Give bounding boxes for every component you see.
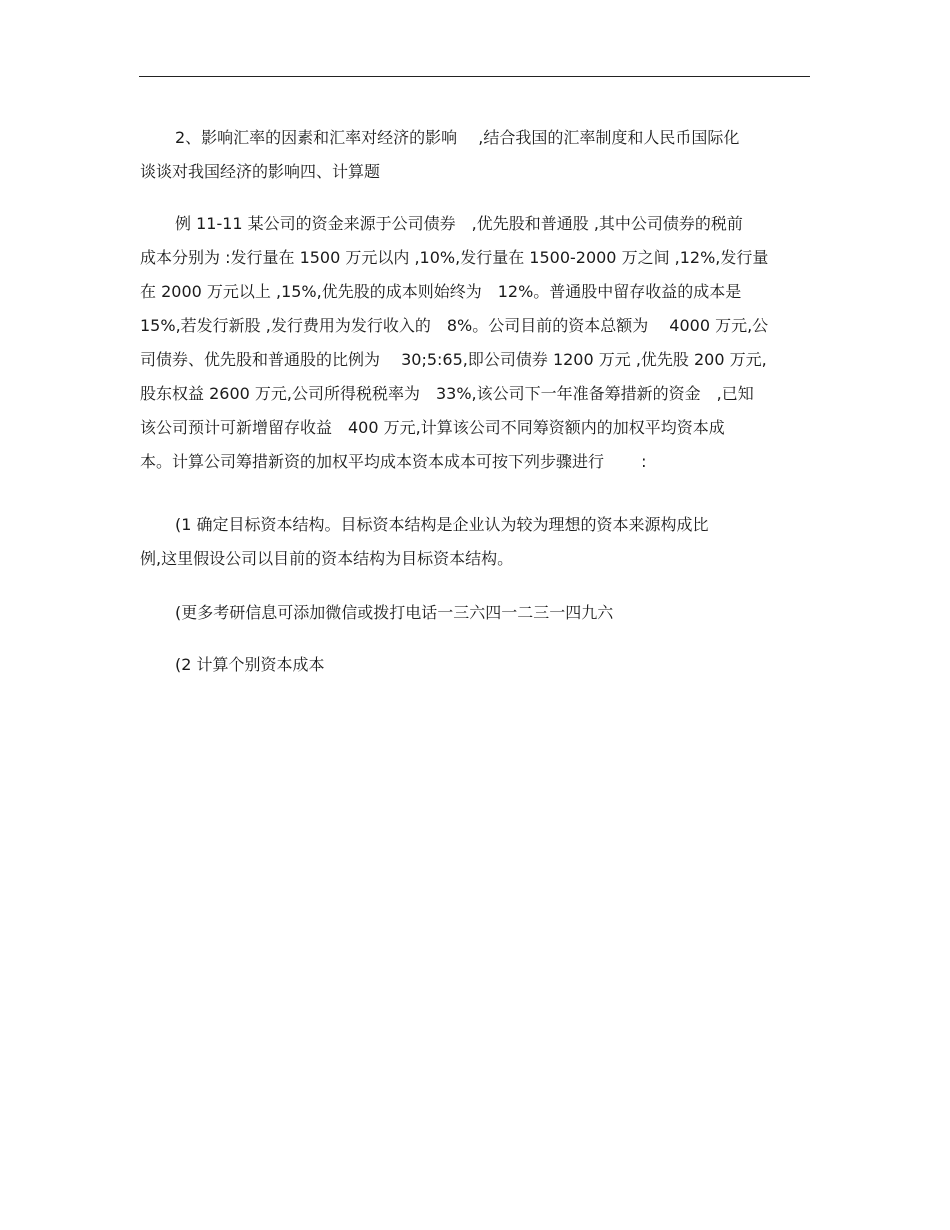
paragraph-step-1 bbox=[140, 508, 820, 576]
text-line: (1 确定目标资本结构。目标资本结构是企业认为较为理想的资本来源构成比 bbox=[175, 515, 709, 534]
text-line: 该公司预计可新增留存收益 400 万元,计算该公司不同筹资额内的加权平均资本成 bbox=[140, 418, 725, 437]
text-line: 例 11-11 某公司的资金来源于公司债券 ,优先股和普通股 ,其中公司债券的税前 bbox=[175, 214, 743, 233]
text-line: (更多考研信息可添加微信或拨打电话一三六四一二三一四九六 bbox=[175, 603, 614, 622]
text-line: 在 2000 万元以上 ,15%,优先股的成本则始终为 12%。普通股中留存收益的成本是 bbox=[140, 282, 742, 301]
text-line: 司债券、优先股和普通股的比例为 30;5:65,即公司债券 1200 万元 ,优先股 200 万元, bbox=[140, 350, 767, 369]
paragraph-contact-note bbox=[140, 596, 820, 630]
text-line: 成本分别为 :发行量在 1500 万元以内 ,10%,发行量在 1500-2000 万之间 ,12%,发行量 bbox=[140, 248, 769, 267]
header-rule bbox=[139, 76, 810, 77]
paragraph-example-11-11 bbox=[140, 207, 820, 479]
paragraph-exchange-rate-question bbox=[140, 121, 820, 189]
text-line: 股东权益 2600 万元,公司所得税税率为 33%,该公司下一年准备筹措新的资金 ,已知 bbox=[140, 384, 754, 403]
paragraph-step-2 bbox=[140, 648, 820, 682]
text-line: 本。计算公司筹措新资的加权平均成本资本成本可按下列步骤进行 : bbox=[140, 452, 647, 471]
text-line: 例,这里假设公司以目前的资本结构为目标资本结构。 bbox=[140, 549, 514, 568]
text-line: (2 计算个别资本成本 bbox=[175, 655, 325, 674]
text-line: 2、影响汇率的因素和汇率对经济的影响 ,结合我国的汇率制度和人民币国际化 bbox=[175, 128, 740, 147]
text-line: 15%,若发行新股 ,发行费用为发行收入的 8%。公司目前的资本总额为 4000 万元,公 bbox=[140, 316, 769, 335]
text-line: 谈谈对我国经济的影响四、计算题 bbox=[140, 162, 381, 181]
